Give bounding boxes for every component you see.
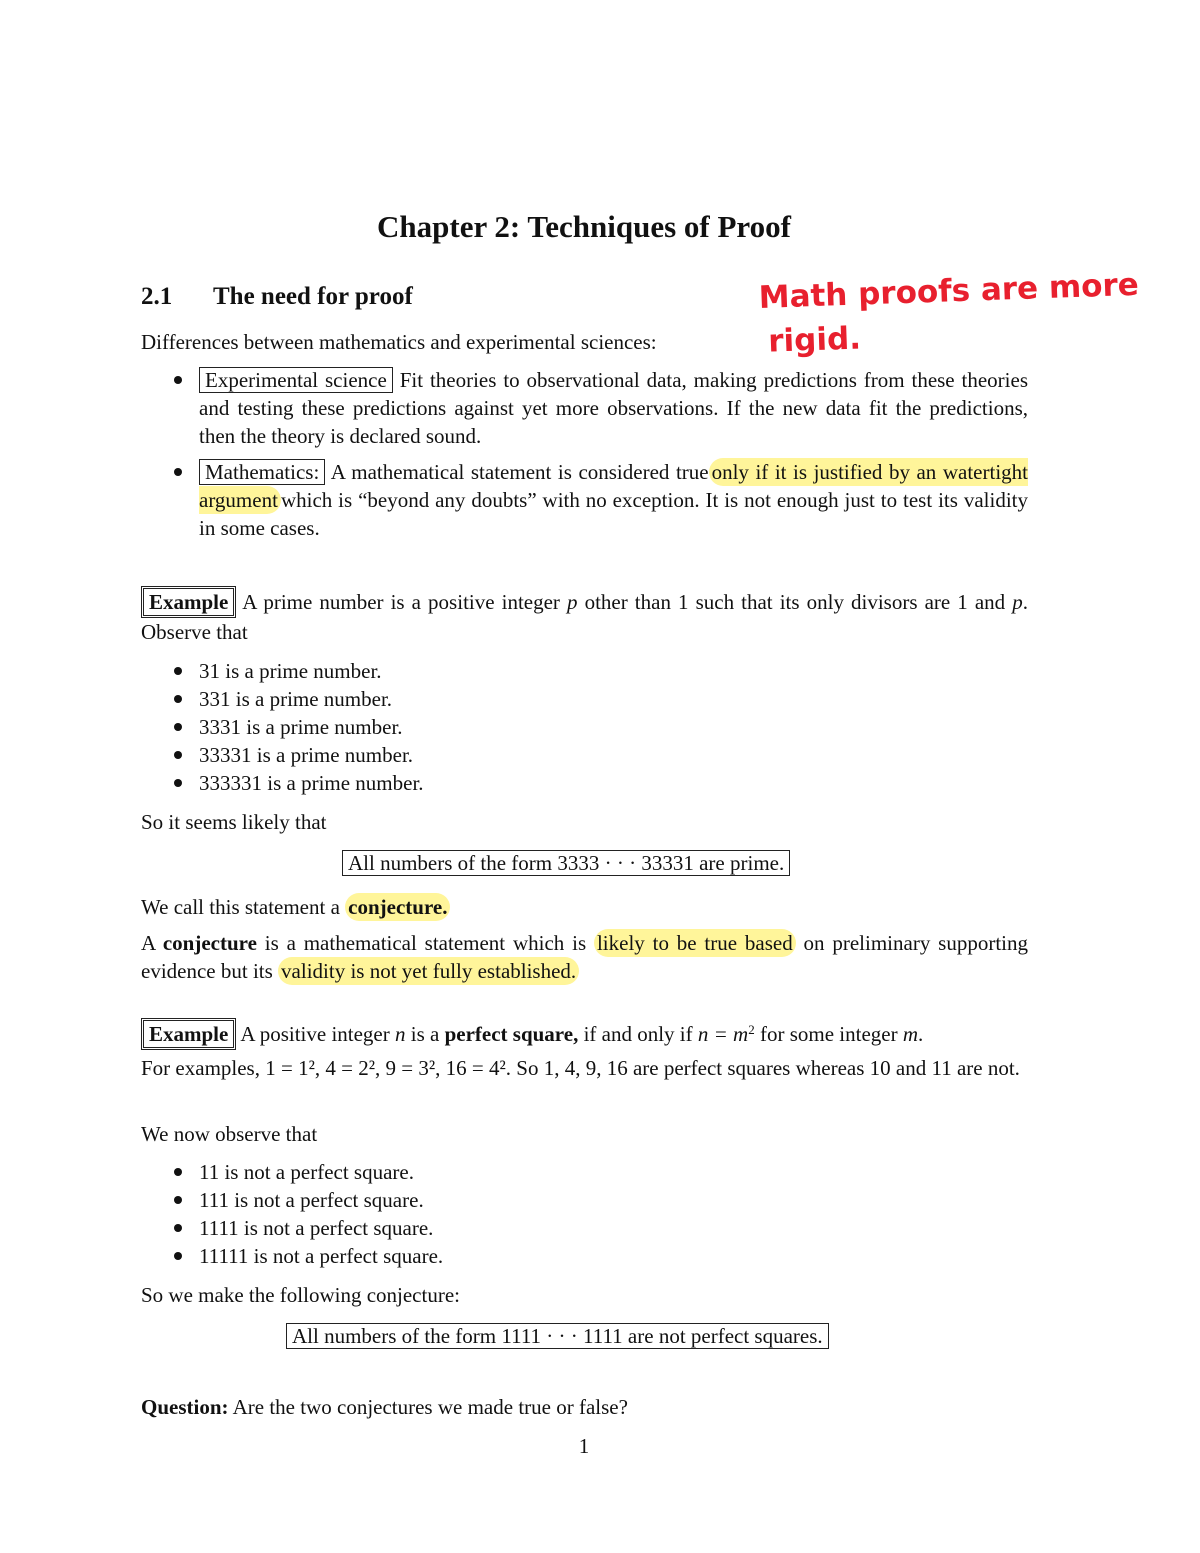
prime-list	[172, 657, 1028, 797]
handwritten-note-line-1: Math proofs are more	[758, 266, 1140, 316]
defined-term: perfect square,	[444, 1022, 579, 1046]
bullet-icon	[174, 1252, 182, 1260]
bullet-icon	[174, 723, 182, 731]
difference-item-mathematics	[172, 458, 1028, 542]
chapter-title: Chapter 2: Techniques of Proof	[377, 209, 791, 244]
bullet-icon	[174, 376, 182, 384]
bullet-icon	[174, 1168, 182, 1176]
bullet-icon	[174, 468, 182, 476]
bullet-icon	[174, 1196, 182, 1204]
boxed-conjecture-squares	[286, 1320, 829, 1352]
difference-text-cont: which is “beyond any doubts” with no exception. It is not enough just to test its validity in some cases.	[199, 488, 1028, 540]
bullet-icon	[174, 779, 182, 787]
question-line: Question: Are the two conjectures we made true or false?	[141, 1395, 628, 1419]
bullet-icon	[174, 751, 182, 759]
so-conjecture-text: So we make the following conjecture:	[141, 1283, 460, 1307]
differences-list	[172, 366, 1028, 542]
highlighted-term: conjecture.	[345, 893, 450, 921]
math-equation: n = m	[697, 1022, 749, 1046]
math-variable: p	[567, 590, 578, 614]
list-item: 331 is a prime number.	[172, 685, 1028, 713]
conjecture-definition: A conjecture is a mathematical statement which is likely to be true based on preliminary supporting evidence but its validity is not yet fully established.	[141, 931, 1028, 983]
list-item: 11 is not a perfect square.	[172, 1158, 1028, 1186]
math-variable: n	[395, 1022, 406, 1046]
difference-text: Fit theories to observational data, making predictions from these theories and testing these predictions against yet more observations. If the new data fit the predictions, then the theory is declared sound.	[199, 368, 1028, 448]
list-item: 11111 is not a perfect square.	[172, 1242, 1028, 1270]
highlighted-text: only if it is justified by an watertight argument	[199, 460, 1028, 512]
example-prime-definition: Example A prime number is a positive integer p other than 1 such that its only divisors are 1 and p. Observe that	[141, 586, 1028, 646]
boxed-label: Experimental science	[199, 367, 393, 393]
math-variable: m	[902, 1022, 919, 1046]
list-item: 33331 is a prime number.	[172, 741, 1028, 769]
boxed-conjecture-primes	[342, 847, 790, 879]
list-item: 333331 is a prime number.	[172, 769, 1028, 797]
defined-term: conjecture	[162, 931, 257, 955]
example-perfect-square-definition: Example A positive integer n is a perfect square, if and only if $n = m^2$ for some integer m.	[141, 1018, 1028, 1050]
boxed-label: Mathematics:	[199, 459, 325, 485]
difference-text: A mathematical statement is considered true	[325, 460, 709, 484]
boxed-statement: All numbers of the form 3333 · · · 33331 are prime.	[342, 850, 790, 876]
section-title: The need for proof	[213, 283, 413, 310]
handwritten-note-line-2: rigid.	[767, 320, 862, 360]
section-heading	[141, 280, 413, 314]
list-item: 1111 is not a perfect square.	[172, 1214, 1028, 1242]
bullet-icon	[174, 667, 182, 675]
bullet-icon	[174, 1224, 182, 1232]
example-label: Example	[141, 1018, 236, 1050]
math-variable: p	[1012, 590, 1023, 614]
so-text: So it seems likely that	[141, 810, 327, 834]
observe-text: We now observe that	[141, 1122, 318, 1146]
list-item: 3331 is a prime number.	[172, 713, 1028, 741]
section-number: 2.1	[141, 283, 173, 310]
perfect-square-list	[172, 1158, 1028, 1270]
exponent: 2	[748, 1022, 755, 1037]
bullet-icon	[174, 695, 182, 703]
perfect-square-examples: For examples, 1 = 1², 4 = 2², 9 = 3², 16 = 4². So 1, 4, 9, 16 are perfect squares whereas 10 and 11 are not.	[141, 1056, 1020, 1080]
question-label: Question:	[141, 1395, 229, 1419]
highlighted-text: validity is not yet fully established.	[278, 957, 579, 985]
intro-text: Differences between mathematics and experimental sciences:	[141, 330, 657, 354]
highlighted-text: likely to be true based	[594, 929, 796, 957]
page-number: 1	[578, 1434, 590, 1458]
difference-item-experimental	[172, 366, 1028, 450]
call-conjecture-text: We call this statement a conjecture.	[141, 893, 1028, 921]
example-label: Example	[141, 586, 236, 618]
list-item: 31 is a prime number.	[172, 657, 1028, 685]
boxed-statement: All numbers of the form 1111 · · · 1111 are not perfect squares.	[286, 1323, 829, 1349]
list-item: 111 is not a perfect square.	[172, 1186, 1028, 1214]
